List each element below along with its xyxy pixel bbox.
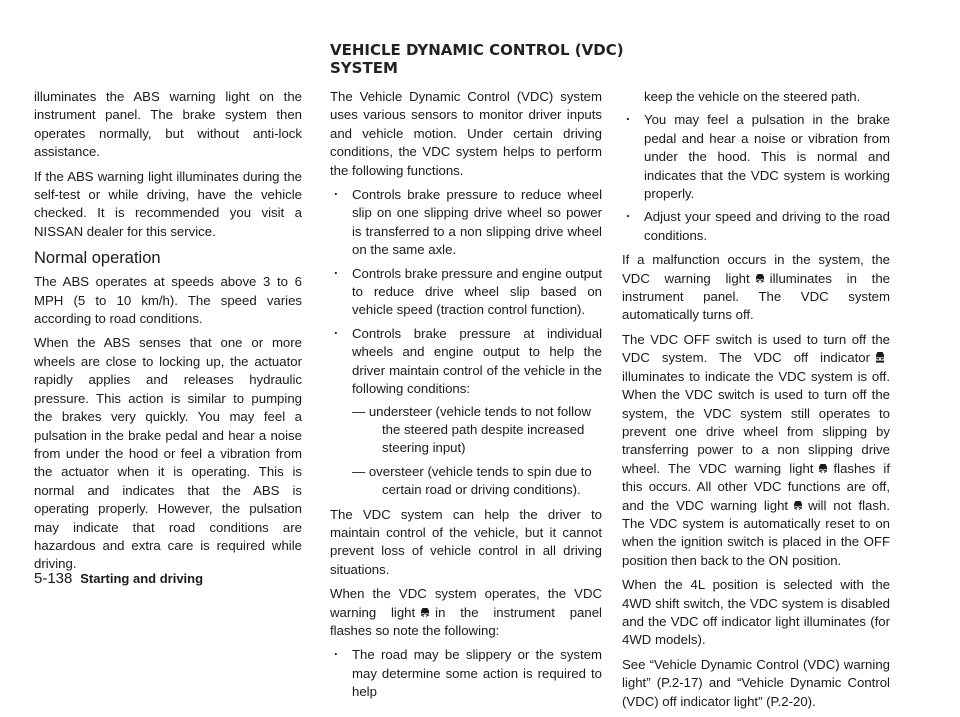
column-2 [330,88,602,708]
text: The VDC OFF switch is used to turn off the VDC system. The VDC off indicator [622,331,890,366]
paragraph: If the ABS warning light illuminates during the self-test or while driving, have the vehicle checked. It is recommended you visit a NISSAN dealer for this service. [34,168,302,239]
column-3 [622,88,890,717]
list-item: . Controls brake pressure to reduce wheel slip on one slipping drive wheel so power is transferred to a non slipping drive wheel on the same axle. [330,186,602,260]
paragraph: illuminates the ABS warning light on the instrument panel. The brake system then operates normally, but without anti-lock assistance. [34,89,302,160]
list-item-text: Controls brake pressure at individual wheels and engine output to help the driver maintain control of the vehicle in the following conditions: [352,325,602,397]
list-item: . Controls brake pressure and engine output to reduce drive wheel slip based on vehicle speed (traction control function). [330,265,602,320]
list-item: — understeer (vehicle tends to not follow the steered path despite increased steering input) [352,403,591,456]
list-item [330,325,602,500]
paragraph: When the ABS senses that one or more wheels are close to locking up, the actuator rapidly applies and releases hydraulic pressure. This action is similar to pumping the brakes very quickly. You may feel a pulsation in the brake pedal and hear a noise from under the hood or feel a vibration from the actuator when it is operating. This is normal and indicates that the ABS is operating properly. However, the pulsation may indicate that road conditions are hazardous and extra care is required while driving. [34,335,302,572]
text: If a malfunction occurs in the system, the VDC warning light [622,252,890,286]
list-item: . The road may be slippery or the system may determine some action is required to help [330,646,602,701]
paragraph [622,331,890,570]
skidding-car-icon [816,462,830,474]
dash-list [352,403,602,500]
list-item: . Adjust your speed and driving to the road conditions. [622,208,890,245]
text: When the VDC system operates, the VDC warning light [330,586,602,620]
paragraph: The VDC system can help the driver to maintain control of the vehicle, but it cannot prevent loss of vehicle control in all driving situations. [330,506,602,577]
page-number: 5-138 [34,570,73,587]
section-title: VEHICLE DYNAMIC CONTROL (VDC) SYSTEM [330,41,624,77]
list-item: keep the vehicle on the steered path. [644,89,861,104]
text: flashes if this occurs. All other VDC functions are off, and the VDC warning light [622,460,891,513]
skidding-car-icon [753,272,767,284]
text: in the instrument panel flashes so note the following: [330,604,602,638]
paragraph: The Vehicle Dynamic Control (VDC) system uses various sensors to monitor driver inputs and vehicle motion. Under certain driving conditions, the VDC system helps to perform the following functions. [330,89,602,178]
text: will not flash. The VDC system is automatically reset to on when the ignition switch is placed in the OFF position then back to the ON position. [622,497,890,568]
page-footer [34,570,203,587]
skidding-car-icon [418,606,432,618]
list-item: . You may feel a pulsation in the brake pedal and hear a noise or vibration from under the hood. This is normal and indicates that the VDC system is working properly. [622,111,890,203]
column-1 [34,88,302,580]
paragraph: When the 4L position is selected with the 4WD shift switch, the VDC system is disabled and the VDC off indicator light illuminates (for 4WD models). [622,577,890,648]
paragraph: See “Vehicle Dynamic Control (VDC) warning light” (P.2-17) and “Vehicle Dynamic Control (VDC) off indicator light” (P.2-20). [622,656,890,709]
paragraph [622,251,890,325]
skidding-car-icon [791,499,805,511]
bullet-list [330,646,602,701]
text: illuminates in the instrument panel. The VDC system automatically turns off. [622,270,890,323]
paragraph [330,585,602,640]
subheading-normal-operation: Normal operation [34,249,161,268]
skidding-car-off-icon [873,351,887,363]
bullet-list [622,88,890,245]
paragraph: The ABS operates at speeds above 3 to 6 MPH (5 to 10 km/h). The speed varies according to road conditions. [34,274,302,327]
bullet-list [330,186,602,500]
list-item: — oversteer (vehicle tends to spin due to certain road or driving conditions). [352,463,592,498]
text: illuminates to indicate the VDC system is off. When the VDC switch is used to turn off the system, the VDC system still operates to prevent one drive wheel from slipping by transferring power to a non slipping drive wheel. The VDC warning light [622,368,890,476]
footer-section-title: Starting and driving [80,571,204,586]
